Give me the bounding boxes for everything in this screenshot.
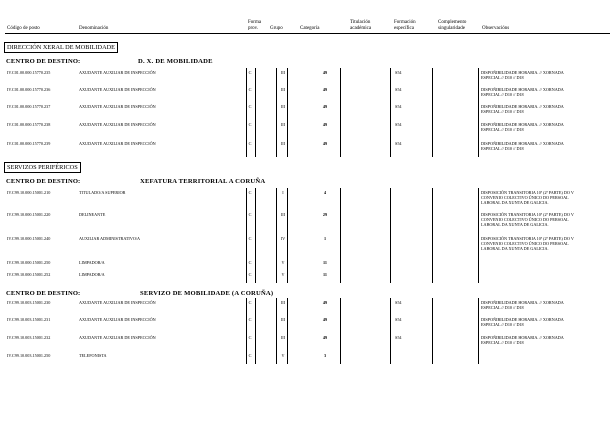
column-rule [276,188,277,283]
posto-denominacion: AXUDANTE AUXILIAR DE INSPECCIÓN [79,300,156,305]
forma-provision: C [248,212,252,217]
column-rule [276,68,277,157]
categoria-value: 49 [322,141,328,146]
grupo-value: V [281,353,285,358]
forma-provision: C [248,335,252,340]
grupo-value: III [280,317,286,322]
posto-denominacion: AXUDANTE AUXILIAR DE INSPECCIÓN [79,122,156,127]
posto-code: IV.C01.00.000.15770.238 [7,122,51,127]
column-rule [340,188,341,283]
categoria-value: 49 [322,70,328,75]
categoria-value: 49 [322,317,328,322]
observacion-line: ESPECIAL // D10 // D18 [481,92,524,98]
header-categoria: Categoría [300,26,320,31]
observacion-line: CONVENIO COLECTIVO ÚNICO DO PERSOAL [481,195,569,201]
forma-provision: C [248,260,252,265]
grupo-value: I [282,190,284,195]
formacion-especifica: S54 [395,122,402,127]
forma-provision: C [248,317,252,322]
forma-provision: C [248,353,252,358]
header-rule [5,33,610,34]
formacion-especifica: S54 [395,104,402,109]
posto-code: IV.C99.10.003.15001.230 [7,300,51,305]
forma-provision: C [248,141,252,146]
categoria-value: 49 [322,87,328,92]
observacion-line: ESPECIAL // D10 // D18 [481,305,524,311]
observacion-line: CONVENIO COLECTIVO ÚNICO DO PERSOAL [481,217,569,223]
posto-code: IV.C01.00.000.15770.237 [7,104,51,109]
section-title: DIRECCIÓN XERAL DE MOBILIDADE [4,42,118,53]
categoria-value: 29 [322,212,328,217]
header-denominacion: Denominación [79,26,109,31]
forma-provision: C [248,104,252,109]
observacion-line: DISPOSICIÓN TRANSITORIA 10ª (2ª PARTE) DO V [481,236,574,241]
posto-denominacion: AUXILIAR ADMINISTRATIVO/A [79,236,141,241]
column-rule [478,298,479,364]
posto-denominacion: LIMPADOR/A [79,272,105,277]
column-rule [255,188,256,283]
centro-destino-label: CENTRO DE DESTINO: [6,290,81,297]
header-observacions: Observacións [482,26,510,31]
categoria-value: 11 [323,260,327,265]
column-rule [340,298,341,364]
observacion-line: DISPOÑIBILIDADE HORARIA. // XORNADA [481,104,564,109]
posto-code: IV.C01.00.000.15770.236 [7,87,51,92]
forma-provision: C [248,190,252,195]
column-rule [390,68,391,157]
observacion-line: CONVENIO COLECTIVO ÚNICO DO PERSOAL [481,241,569,247]
posto-denominacion: TITULADO/A SUPERIOR [79,190,126,195]
posto-code: IV.C99.10.000.15001.210 [7,190,51,195]
grupo-value: IV [280,236,286,241]
header-complemento-1: Complemento [438,20,467,25]
section-title: SERVIZOS PERIFÉRICOS [4,162,81,173]
grupo-value: III [280,141,286,146]
header-complemento-2: singularidade [438,26,465,31]
column-rule [432,68,433,157]
posto-code: IV.C99.10.000.15001.240 [7,236,51,241]
column-rule [276,298,277,364]
grupo-value: V [281,272,285,277]
grupo-value: V [281,260,285,265]
header-forma-2: prov. [248,26,259,31]
observacion-line: DISPOÑIBILIDADE HORARIA. // XORNADA [481,317,564,322]
column-rule [255,68,256,157]
formacion-especifica: S54 [395,87,402,92]
posto-denominacion: AXUDANTE AUXILIAR DE INSPECCIÓN [79,141,156,146]
posto-denominacion: LIMPADOR/A [79,260,105,265]
observacion-line: DISPOÑIBILIDADE HORARIA. // XORNADA [481,335,564,340]
observacion-line: ESPECIAL // D10 // D18 [481,322,524,328]
observacion-line: DISPOSICIÓN TRANSITORIA 10ª (2ª PARTE) DO V [481,190,574,195]
posto-denominacion: TELEFONISTA [79,353,107,358]
header-forma-1: Forma [248,20,262,25]
categoria-value: 49 [322,300,328,305]
column-rule [255,298,256,364]
posto-code: IV.C99.10.003.15001.231 [7,317,51,322]
posto-code: IV.C01.00.000.15770.239 [7,141,51,146]
column-rule [432,298,433,364]
observacion-line: LABORAL DA XUNTA DE GALICIA. [481,200,549,206]
categoria-value: 1 [323,236,327,241]
forma-provision: C [248,87,252,92]
posto-denominacion: AXUDANTE AUXILIAR DE INSPECCIÓN [79,317,156,322]
header-grupo: Grupo [270,26,283,31]
centro-destino-name: SERVIZO DE MOBILIDADE (A CORUÑA) [140,290,274,297]
centro-destino-name: D. X. DE MOBILIDADE [138,58,213,65]
formacion-especifica: S54 [395,300,402,305]
header-formacion-2: específica [394,26,414,31]
posto-code: IV.C99.10.003.15001.232 [7,335,51,340]
categoria-value: 3 [323,353,327,358]
formacion-especifica: S54 [395,141,402,146]
posto-denominacion: AXUDANTE AUXILIAR DE INSPECCIÓN [79,87,156,92]
column-rule [478,188,479,283]
column-rule [390,188,391,283]
posto-code: IV.C99.10.003.15001.250 [7,353,51,358]
posto-code: IV.C01.00.000.15770.235 [7,70,51,75]
forma-provision: C [248,236,252,241]
categoria-value: 49 [322,335,328,340]
grupo-value: III [280,87,286,92]
observacion-line: ESPECIAL // D10 // D18 [481,109,524,115]
posto-denominacion: AXUDANTE AUXILIAR DE INSPECCIÓN [79,70,156,75]
grupo-value: III [280,70,286,75]
categoria-value: 49 [322,104,328,109]
observacion-line: DISPOÑIBILIDADE HORARIA. // XORNADA [481,87,564,92]
column-rule [432,188,433,283]
centro-destino-label: CENTRO DE DESTINO: [6,178,81,185]
posto-code: IV.C99.10.000.15001.250 [7,260,51,265]
categoria-value: 49 [322,122,328,127]
grupo-value: III [280,300,286,305]
formacion-especifica: S54 [395,317,402,322]
column-rule [478,68,479,157]
formacion-especifica: S54 [395,70,402,75]
formacion-especifica: S54 [395,335,402,340]
header-titulacion-2: académica [350,26,372,31]
posto-code: IV.C99.10.000.15001.252 [7,272,51,277]
observacion-line: DISPOSICIÓN TRANSITORIA 10ª (2ª PARTE) DO V [481,212,574,217]
observacion-line: LABORAL DA XUNTA DE GALICIA. [481,222,549,228]
column-rule [390,298,391,364]
categoria-value: 11 [323,272,327,277]
posto-code: IV.C99.10.000.15001.220 [7,212,51,217]
grupo-value: III [280,335,286,340]
header-titulacion-1: Titulación [350,20,371,25]
column-rule [340,68,341,157]
grupo-value: III [280,122,286,127]
forma-provision: C [248,70,252,75]
centro-destino-label: CENTRO DE DESTINO: [6,58,81,65]
observacion-line: ESPECIAL // D10 // D18 [481,340,524,346]
observacion-line: DISPOÑIBILIDADE HORARIA. // XORNADA [481,122,564,127]
observacion-line: ESPECIAL // D10 // D18 [481,75,524,81]
categoria-value: 4 [323,190,327,195]
header-codigo: Código de posto [7,26,40,31]
forma-provision: C [248,300,252,305]
posto-denominacion: AXUDANTE AUXILIAR DE INSPECCIÓN [79,335,156,340]
observacion-line: ESPECIAL // D10 // D18 [481,146,524,152]
observacion-line: DISPOÑIBILIDADE HORARIA. // XORNADA [481,300,564,305]
centro-destino-name: XEFATURA TERRITORIAL A CORUÑA [140,178,266,185]
grupo-value: III [280,212,286,217]
observacion-line: DISPOÑIBILIDADE HORARIA. // XORNADA [481,141,564,146]
observacion-line: LABORAL DA XUNTA DE GALICIA. [481,246,549,252]
posto-denominacion: AXUDANTE AUXILIAR DE INSPECCIÓN [79,104,156,109]
posto-denominacion: DELINEANTE [79,212,106,217]
grupo-value: III [280,104,286,109]
forma-provision: C [248,272,252,277]
observacion-line: DISPOÑIBILIDADE HORARIA. // XORNADA [481,70,564,75]
forma-provision: C [248,122,252,127]
header-formacion-1: Formación [394,20,416,25]
observacion-line: ESPECIAL // D10 // D18 [481,127,524,133]
